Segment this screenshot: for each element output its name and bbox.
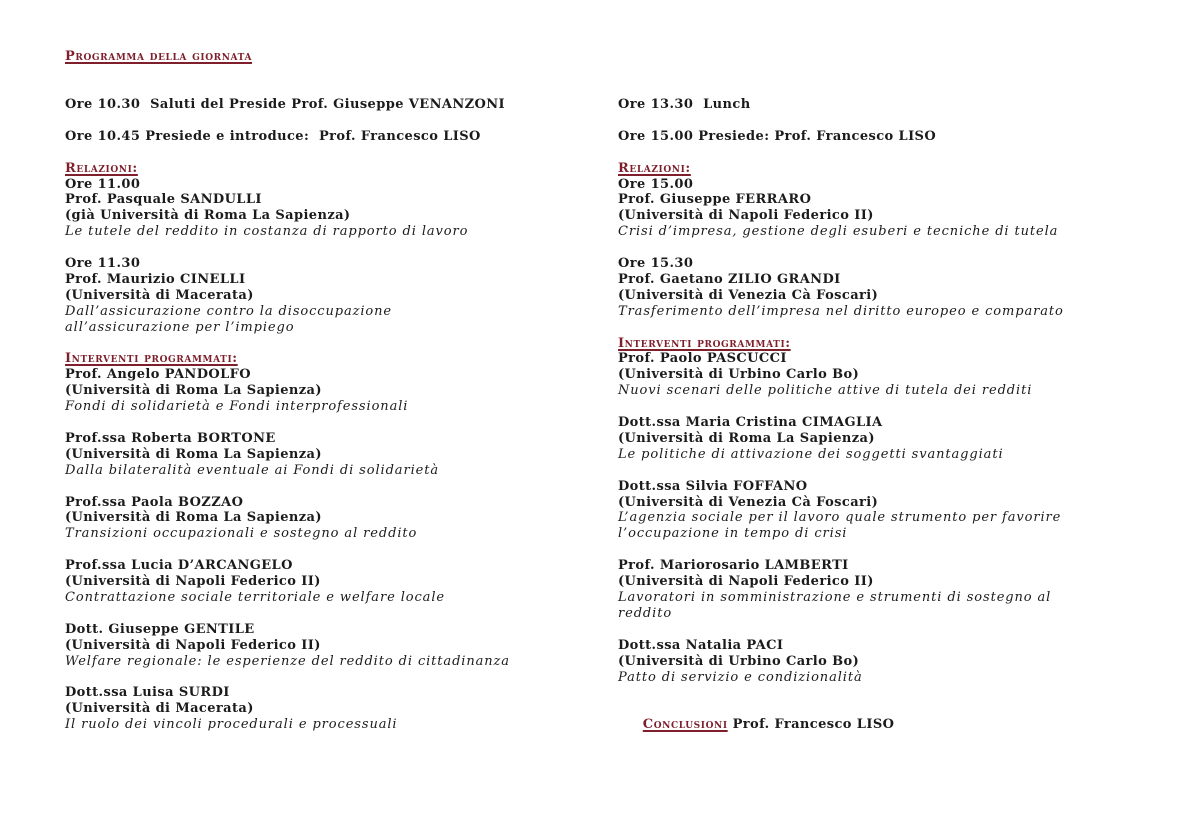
talk-title: Trasferimento dell’impresa nel diritto europeo e comparato	[618, 303, 1064, 319]
speaker-name: Prof.ssa Paola BOZZAO	[65, 494, 244, 510]
program-entry	[618, 256, 1183, 320]
right-column	[618, 97, 1183, 749]
program-entry	[618, 638, 1183, 686]
speaker-affiliation: (Università di Roma La Sapienza)	[65, 510, 322, 526]
talk-title: L’agenzia sociale per il lavoro quale strumento per favorire	[618, 510, 1062, 526]
speaker-name: Prof. Maurizio CINELLI	[65, 271, 246, 287]
talk-title: Il ruolo dei vincoli procedurali e processuali	[65, 717, 398, 733]
conclusion-line	[618, 701, 1183, 749]
conclusion-heading: Conclusioni	[642, 717, 728, 733]
talk-title: all’assicurazione per l’impiego	[65, 319, 295, 335]
intro-line: Ore 10.30 Saluti del Preside Prof. Giuseppe VENANZONI	[65, 97, 506, 112]
speaker-name: Prof. Pasquale SANDULLI	[65, 192, 262, 208]
program-entry	[65, 177, 595, 241]
talk-title: Le politiche di attivazione dei soggetti svantaggiati	[618, 446, 1004, 462]
speaker-name: Prof. Paolo PASCUCCI	[618, 351, 787, 367]
speaker-name: Prof. Angelo PANDOLFO	[65, 367, 252, 383]
speaker-affiliation: (Università di Napoli Federico II)	[618, 574, 874, 590]
speaker-affiliation: (Università di Urbino Carlo Bo)	[618, 653, 860, 669]
speaker-affiliation: (già Università di Roma La Sapienza)	[65, 208, 351, 224]
program-entry	[618, 351, 1183, 399]
talk-title: l’occupazione in tempo di crisi	[618, 526, 848, 542]
speaker-affiliation: (Università di Napoli Federico II)	[618, 208, 874, 224]
intro-line: Ore 13.30 Lunch	[618, 97, 751, 112]
program-entry	[618, 415, 1183, 463]
session-heading-relazioni: Relazioni:	[65, 160, 138, 176]
speaker-name: Prof. Mariorosario LAMBERTI	[618, 558, 849, 574]
speaker-name: Dott.ssa Silvia FOFFANO	[618, 478, 808, 494]
entry-time: Ore 15.30	[618, 256, 694, 272]
talk-title: Crisi d’impresa, gestione degli esuberi e tecniche di tutela	[618, 224, 1059, 240]
speaker-affiliation: (Università di Napoli Federico II)	[65, 574, 321, 590]
program-entry	[65, 622, 595, 670]
session-heading-relazioni: Relazioni:	[618, 160, 691, 176]
talk-title: Lavoratori in somministrazione e strumenti di sostegno al	[618, 589, 1052, 605]
talk-title: Dall’assicurazione contro la disoccupazione	[65, 303, 393, 319]
speaker-name: Dott.ssa Natalia PACI	[618, 637, 784, 653]
speaker-name: Dott.ssa Luisa SURDI	[65, 685, 230, 701]
speaker-name: Prof. Giuseppe FERRARO	[618, 192, 812, 208]
entry-time: Ore 11.00	[65, 176, 141, 192]
speaker-affiliation: (Università di Venezia Cà Foscari)	[618, 287, 879, 303]
speaker-name: Dott. Giuseppe GENTILE	[65, 621, 255, 637]
program-entry	[618, 479, 1183, 543]
program-entry	[65, 495, 595, 543]
speaker-affiliation: (Università di Venezia Cà Foscari)	[618, 494, 879, 510]
speaker-affiliation: (Università di Roma La Sapienza)	[618, 430, 875, 446]
talk-title: Dalla bilateralità eventuale ai Fondi di solidarietà	[65, 462, 439, 478]
talk-title: Contrattazione sociale territoriale e welfare locale	[65, 589, 445, 605]
speaker-affiliation: (Università di Macerata)	[65, 287, 254, 303]
program-entry	[65, 685, 595, 733]
speaker-affiliation: (Università di Roma La Sapienza)	[65, 446, 322, 462]
speaker-affiliation: (Università di Urbino Carlo Bo)	[618, 367, 860, 383]
speaker-name: Dott.ssa Maria Cristina CIMAGLIA	[618, 415, 883, 431]
session-heading-interventi: Interventi programmati:	[618, 335, 791, 351]
document-title: Programma della giornata	[65, 49, 253, 64]
program-entry	[65, 367, 595, 415]
speaker-affiliation: (Università di Macerata)	[65, 701, 254, 717]
session-heading-interventi: Interventi programmati:	[65, 351, 238, 367]
speaker-name: Prof. Gaetano ZILIO GRANDI	[618, 271, 841, 287]
talk-title: Le tutele del reddito in costanza di rapporto di lavoro	[65, 224, 469, 240]
program-entry	[65, 256, 595, 336]
program-entry	[65, 431, 595, 479]
conclusion-speaker: Prof. Francesco LISO	[727, 717, 895, 733]
speaker-name: Prof.ssa Lucia D’ARCANGELO	[65, 558, 293, 574]
intro-line: Ore 15.00 Presiede: Prof. Francesco LISO	[618, 128, 937, 144]
program-entry	[618, 177, 1183, 241]
program-entry	[618, 558, 1183, 622]
entry-time: Ore 11.30	[65, 256, 141, 272]
speaker-affiliation: (Università di Roma La Sapienza)	[65, 383, 322, 399]
intro-line: Ore 10.45 Presiede e introduce: Prof. Francesco LISO	[65, 128, 481, 144]
talk-title: Transizioni occupazionali e sostegno al reddito	[65, 526, 418, 542]
entry-time: Ore 15.00	[618, 176, 694, 192]
talk-title: reddito	[618, 605, 673, 621]
talk-title: Patto di servizio e condizionalità	[618, 669, 863, 685]
left-column	[65, 97, 595, 749]
talk-title: Welfare regionale: le esperienze del reddito di cittadinanza	[65, 653, 510, 669]
speaker-affiliation: (Università di Napoli Federico II)	[65, 637, 321, 653]
talk-title: Fondi di solidarietà e Fondi interprofessionali	[65, 399, 409, 415]
talk-title: Nuovi scenari delle politiche attive di tutela dei redditi	[618, 383, 1033, 399]
program-entry	[65, 558, 595, 606]
speaker-name: Prof.ssa Roberta BORTONE	[65, 430, 276, 446]
